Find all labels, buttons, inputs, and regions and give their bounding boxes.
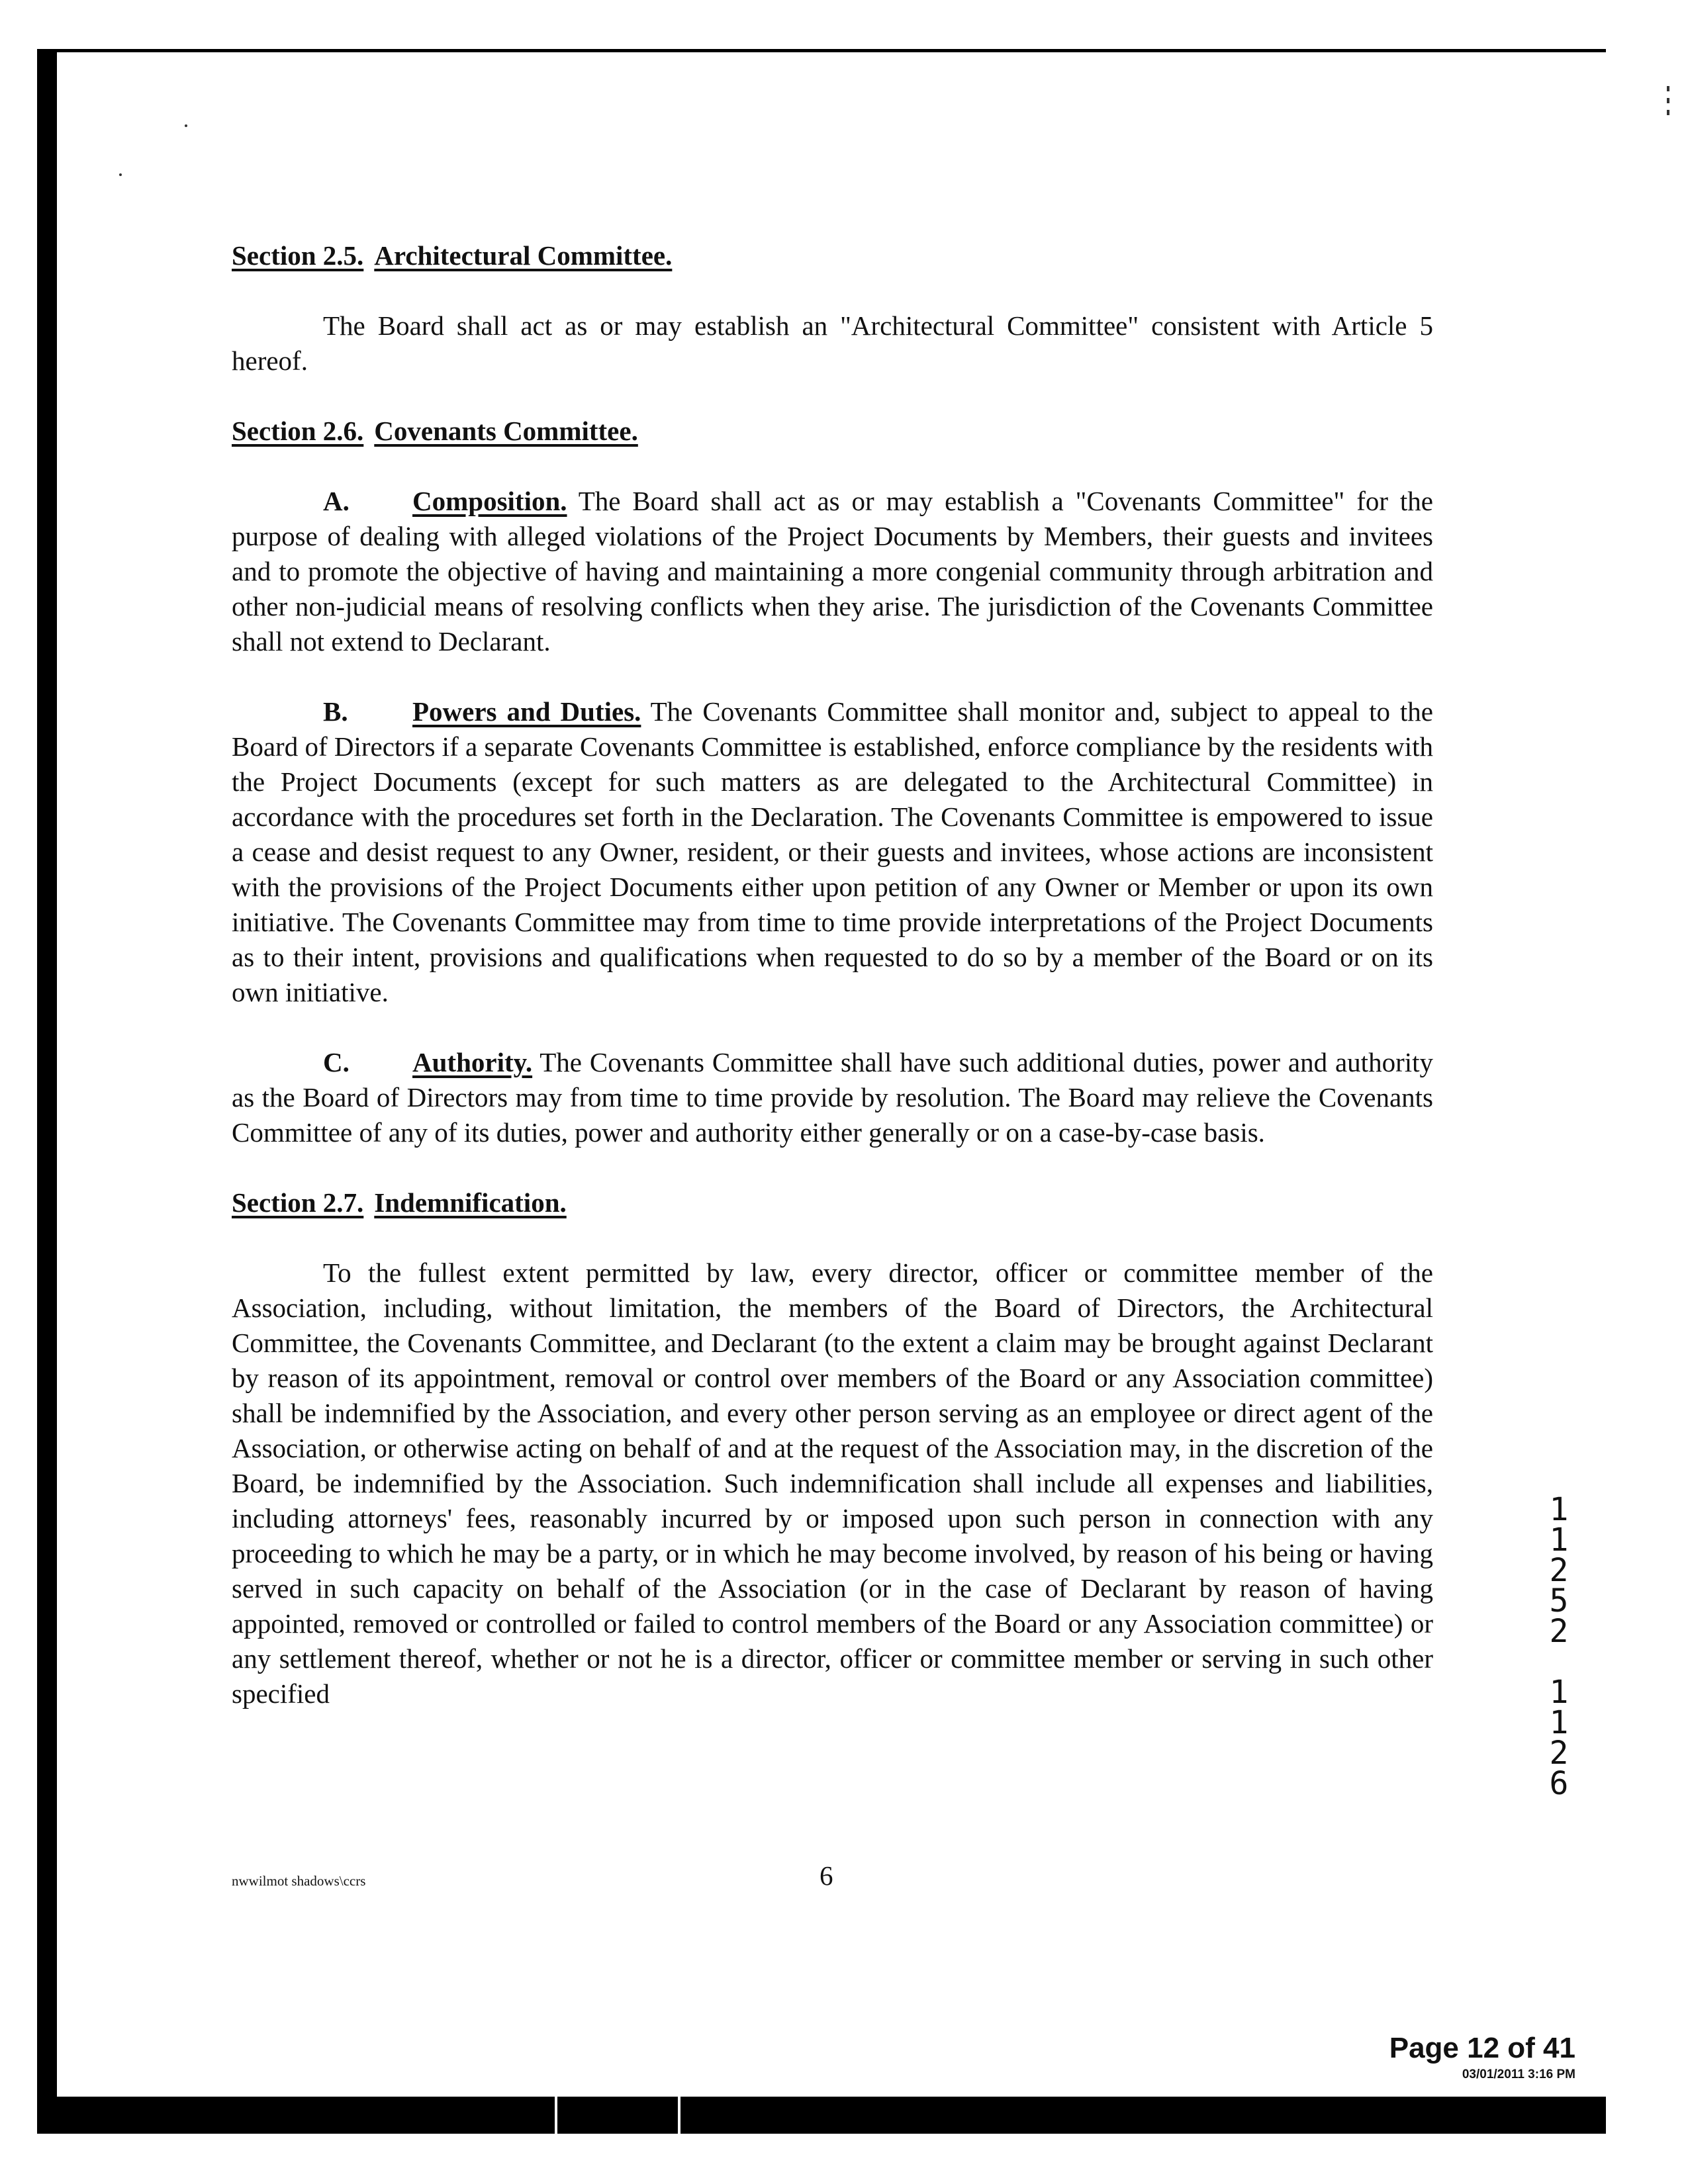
subsection-title: Powers and Duties. — [412, 696, 641, 727]
section-title: Architectural Committee. — [374, 240, 673, 271]
subsection-title: Composition. — [412, 486, 567, 516]
scan-edge-mark — [1667, 110, 1669, 115]
scan-edge-mark — [1667, 86, 1669, 91]
section-2-6-heading — [232, 414, 1433, 449]
paragraph-text: The Board shall act as or may establish an "Architectural Committee" consistent with Article 5 hereof. — [232, 310, 1433, 376]
section-number: Section 2.6. — [232, 416, 364, 446]
scan-edge-mark — [1667, 98, 1669, 103]
scan-speck — [119, 173, 122, 176]
section-2-7-heading — [232, 1185, 1433, 1220]
scan-top-edge — [37, 49, 1606, 52]
section-title: Covenants Committee. — [374, 416, 638, 446]
subsection-title: Authority. — [412, 1047, 533, 1077]
subsection-a — [232, 484, 1433, 659]
section-number: Section 2.7. — [232, 1187, 364, 1218]
stamp-digit: 1 — [1549, 1674, 1569, 1711]
page-number: 6 — [820, 1860, 833, 1891]
section-2-7-body — [232, 1255, 1433, 1711]
section-2-5-heading — [232, 238, 1433, 273]
document-body — [232, 238, 1433, 1747]
recording-stamp — [1539, 1491, 1579, 1802]
paragraph-text: The Covenants Committee shall monitor and, subject to appeal to the Board of Directors if a separate Covenants Committee is established, enforce compliance by the residents with the Project Documents (except for such matters as are delegated to the Architectural Committee) in accordance with the procedures set forth in the Declaration. The Covenants Committee is empowered to issue a cease and desist request to any Owner, resident, or their guests and invitees, whose actions are inconsistent with the provisions of the Project Documents either upon petition of any Owner or Member or upon its own initiative. The Covenants Committee may from time to time provide interpretations of the Project Documents as to their intent, provisions and qualifications when requested to do so by a member of the Board or on its own initiative. — [232, 696, 1434, 1007]
section-title: Indemnification. — [374, 1187, 567, 1218]
subsection-c — [232, 1045, 1433, 1150]
scan-bottom-gap — [678, 2097, 680, 2134]
section-2-5-body — [232, 308, 1433, 379]
stamp-digit: 1 — [1549, 1491, 1569, 1528]
stamp-digit: 5 — [1549, 1582, 1569, 1619]
stamp-digit: 2 — [1549, 1613, 1569, 1650]
section-number: Section 2.5. — [232, 240, 364, 271]
footer-file-path: nwwilmot shadows\ccrs — [232, 1873, 366, 1889]
scan-speck — [185, 124, 187, 127]
paragraph-text: The Covenants Committee shall have such additional duties, power and authority as the Board of Directors may from time to time provide by resolution. The Board may relieve the Covenants Committee of any of its duties, power and authority either generally or on a case-by-case basis. — [232, 1047, 1433, 1148]
stamp-digit: 6 — [1549, 1765, 1569, 1802]
subsection-letter: B. — [323, 696, 348, 727]
paragraph-text: The Board shall act as or may establish a "Covenants Committee" for the purpose of dealing with alleged violations of the Project Documents by Members, their guests and invitees and to promote the objective of having and maintaining a more congenial community through arbitration and other non-judicial means of resolving conflicts when they arise. The jurisdiction of the Covenants Committee shall not extend to Declarant. — [232, 486, 1433, 657]
scan-left-edge — [37, 49, 57, 2134]
scan-bottom-edge — [37, 2097, 1606, 2134]
stamp-digit: 1 — [1549, 1704, 1569, 1741]
subsection-b — [232, 694, 1433, 1010]
stamp-digit: 2 — [1549, 1735, 1569, 1772]
stamp-digit: 1 — [1549, 1522, 1569, 1559]
scan-bottom-gap — [555, 2097, 557, 2134]
paragraph-text: To the fullest extent permitted by law, every director, officer or committee member of the Association, including, without limitation, the members of the Board of Directors, the Architectural Committee, the Covenants Committee, and Declarant (to the extent a claim may be brought against Declarant by reason of its appointment, removal or control over members of the Board or any Association committee) shall be indemnified by the Association, and every other person serving as an employee or direct agent of the Association, or otherwise acting on behalf of and at the request of the Association may, in the discretion of the Board, be indemnified by the Association. Such indemnification shall include all expenses and liabilities, including attorneys' fees, reasonably incurred by or imposed upon such person in connection with any proceeding to which he may be a party, or in which he may become involved, by reason of his being or having served in such capacity on behalf of the Association (or in the case of Declarant by reason of having appointed, removed or controlled or failed to control members of the Board or any Association committee) or any settlement thereof, whether or not he is a director, officer or committee member or serving in such other specified — [232, 1257, 1433, 1709]
subsection-letter: C. — [323, 1047, 350, 1077]
subsection-letter: A. — [323, 486, 350, 516]
stamp-digit: 2 — [1549, 1552, 1569, 1589]
page-count: Page 12 of 41 — [1389, 2032, 1575, 2064]
print-timestamp: 03/01/2011 3:16 PM — [1462, 2068, 1575, 2081]
